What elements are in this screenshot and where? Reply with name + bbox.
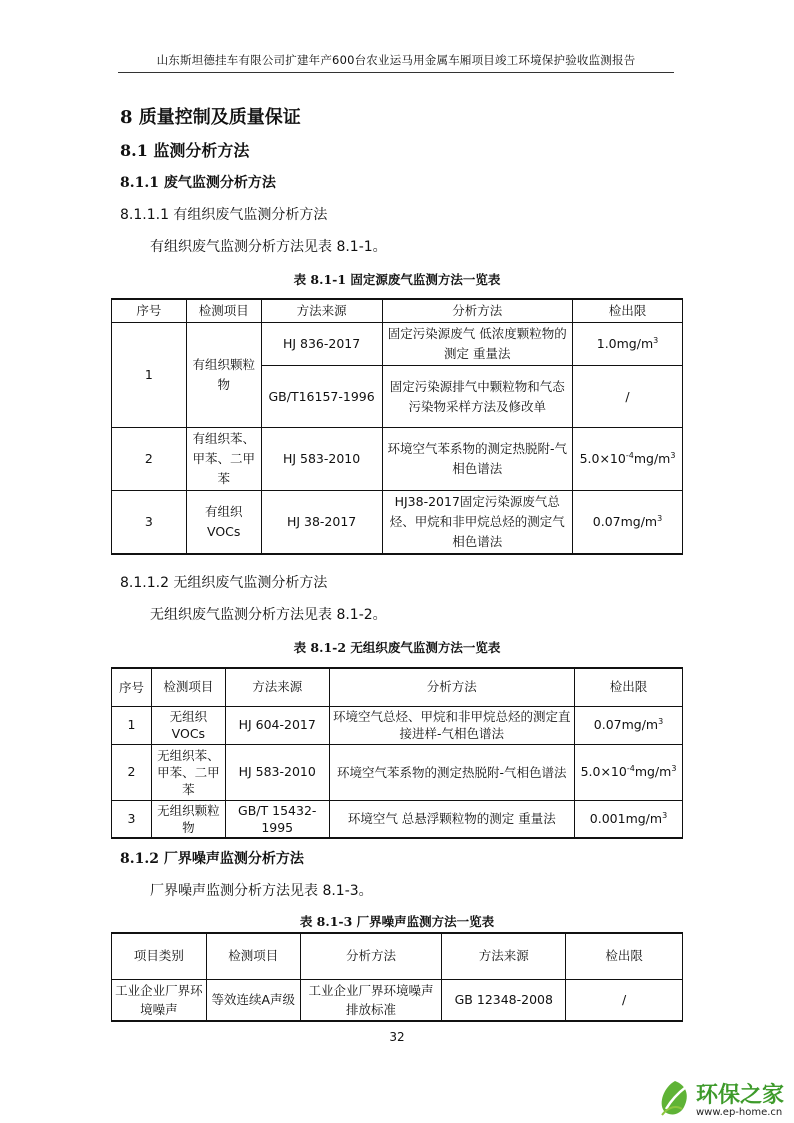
cell-no: 1 xyxy=(112,706,152,744)
limit-superscript: 3 xyxy=(658,716,664,726)
limit-value: 5.0×10 xyxy=(579,451,626,466)
header-cell: 检测项目 xyxy=(151,668,225,706)
cell-no: 2 xyxy=(112,428,187,491)
leaf-icon xyxy=(656,1077,694,1121)
cell-method: HJ38-2017固定污染源废气总烃、甲烷和非甲烷总烃的测定气相色谱法 xyxy=(382,491,572,555)
limit-unit: mg/m xyxy=(634,764,672,779)
limit-exponent: -4 xyxy=(626,763,635,773)
limit-unit: mg/m xyxy=(633,451,671,466)
header-cell: 检测项目 xyxy=(206,933,300,979)
running-header: 山东斯坦德挂车有限公司扩建年产600台农业运马用金属车厢项目竣工环境保护验收监测报告 xyxy=(156,53,636,67)
subsubsection-heading-organized: 8.1.1.1 有组织废气监测分析方法 xyxy=(120,207,328,223)
table-header-row xyxy=(112,299,683,323)
table-row xyxy=(112,800,683,838)
cell-no: 3 xyxy=(112,491,187,555)
cell-category: 工业企业厂界环境噪声 xyxy=(112,979,207,1021)
cell-item: 等效连续A声级 xyxy=(206,979,300,1021)
cell-no: 3 xyxy=(112,800,152,838)
table-row xyxy=(112,706,683,744)
watermark-logo xyxy=(656,1075,794,1123)
cell-source: HJ 583-2010 xyxy=(261,428,382,491)
table-header-row xyxy=(112,668,683,706)
cell-no: 2 xyxy=(112,744,152,800)
cell-method: 环境空气 总悬浮颗粒物的测定 重量法 xyxy=(329,800,574,838)
table-row xyxy=(112,428,683,491)
table-row xyxy=(112,491,683,555)
cell-limit xyxy=(573,323,683,366)
cell-source: HJ 836-2017 xyxy=(261,323,382,366)
limit-value: 0.001mg/m xyxy=(589,810,663,826)
header-cell: 方法来源 xyxy=(442,933,566,979)
header-cell: 分析方法 xyxy=(382,299,572,323)
cell-method: 固定污染源排气中颗粒物和气态污染物采样方法及修改单 xyxy=(382,366,572,428)
cell-item: 无组织苯、甲苯、二甲苯 xyxy=(151,744,225,800)
paragraph-organized: 有组织废气监测分析方法见表 8.1-1。 xyxy=(150,239,387,255)
limit-superscript: 3 xyxy=(653,335,659,345)
cell-item: 有组织颗粒物 xyxy=(186,323,261,428)
paragraph-unorganized: 无组织废气监测分析方法见表 8.1-2。 xyxy=(150,607,387,623)
header-cell: 分析方法 xyxy=(300,933,442,979)
cell-limit: / xyxy=(566,979,683,1021)
chapter-heading: 8 质量控制及质量保证 xyxy=(120,107,301,128)
table-header-row xyxy=(112,933,683,979)
cell-method: 工业企业厂界环境噪声排放标准 xyxy=(300,979,442,1021)
cell-limit xyxy=(573,491,683,555)
page-number: 32 xyxy=(389,1030,405,1044)
table-8-1-1 xyxy=(111,298,683,555)
watermark-name: 环保之家 xyxy=(696,1083,785,1108)
cell-method: 环境空气苯系物的测定热脱附-气相色谱法 xyxy=(329,744,574,800)
cell-source: HJ 583-2010 xyxy=(225,744,329,800)
section-heading: 8.1 监测分析方法 xyxy=(120,141,250,160)
cell-method: 固定污染源废气 低浓度颗粒物的测定 重量法 xyxy=(382,323,572,366)
cell-source: GB/T 15432-1995 xyxy=(225,800,329,838)
paragraph-noise: 厂界噪声监测分析方法见表 8.1-3。 xyxy=(150,883,373,899)
cell-limit: / xyxy=(573,366,683,428)
header-rule xyxy=(118,72,674,73)
cell-source: HJ 604-2017 xyxy=(225,706,329,744)
cell-limit xyxy=(574,744,682,800)
cell-item: 无组织VOCs xyxy=(151,706,225,744)
subsubsection-heading-unorganized: 8.1.1.2 无组织废气监测分析方法 xyxy=(120,575,328,591)
table-row xyxy=(112,323,683,366)
subsection-heading-noise: 8.1.2 厂界噪声监测分析方法 xyxy=(120,851,304,867)
table-row xyxy=(112,744,683,800)
limit-value: 1.0mg/m xyxy=(596,336,654,351)
cell-source: GB 12348-2008 xyxy=(442,979,566,1021)
cell-method: 环境空气苯系物的测定热脱附-气相色谱法 xyxy=(382,428,572,491)
limit-value: 0.07mg/m xyxy=(592,514,658,529)
table-caption-8-1-2: 表 8.1-2 无组织废气监测方法一览表 xyxy=(293,640,501,655)
cell-no: 1 xyxy=(112,323,187,428)
header-cell: 项目类别 xyxy=(112,933,207,979)
cell-source: HJ 38-2017 xyxy=(261,491,382,555)
table-8-1-2 xyxy=(111,667,683,839)
cell-method: 环境空气总烃、甲烷和非甲烷总烃的测定直接进样-气相色谱法 xyxy=(329,706,574,744)
table-row xyxy=(112,979,683,1021)
cell-item: 有组织VOCs xyxy=(186,491,261,555)
header-cell: 检测项目 xyxy=(186,299,261,323)
header-cell: 检出限 xyxy=(566,933,683,979)
limit-superscript: 3 xyxy=(670,450,676,460)
table-caption-8-1-3: 表 8.1-3 厂界噪声监测方法一览表 xyxy=(299,914,495,929)
limit-value: 5.0×10 xyxy=(580,764,627,779)
header-cell: 检出限 xyxy=(573,299,683,323)
header-cell: 检出限 xyxy=(574,668,682,706)
header-cell: 方法来源 xyxy=(225,668,329,706)
limit-superscript: 3 xyxy=(671,763,677,773)
header-cell: 方法来源 xyxy=(261,299,382,323)
cell-item: 无组织颗粒物 xyxy=(151,800,225,838)
subsection-heading-exhaust: 8.1.1 废气监测分析方法 xyxy=(120,175,276,191)
limit-exponent: -4 xyxy=(625,450,634,460)
cell-source: GB/T16157-1996 xyxy=(261,366,382,428)
limit-value: 0.07mg/m xyxy=(593,717,659,732)
header-cell: 序号 xyxy=(112,299,187,323)
cell-item: 有组织苯、甲苯、二甲苯 xyxy=(186,428,261,491)
cell-limit xyxy=(573,428,683,491)
watermark-url: www.ep-home.cn xyxy=(696,1107,783,1118)
cell-limit xyxy=(574,706,682,744)
limit-superscript: 3 xyxy=(662,810,668,820)
table-caption-8-1-1: 表 8.1-1 固定源废气监测方法一览表 xyxy=(293,272,501,287)
limit-superscript: 3 xyxy=(657,513,663,523)
cell-limit xyxy=(574,800,682,838)
header-cell: 序号 xyxy=(112,668,152,706)
table-8-1-3 xyxy=(111,932,683,1022)
header-cell: 分析方法 xyxy=(329,668,574,706)
